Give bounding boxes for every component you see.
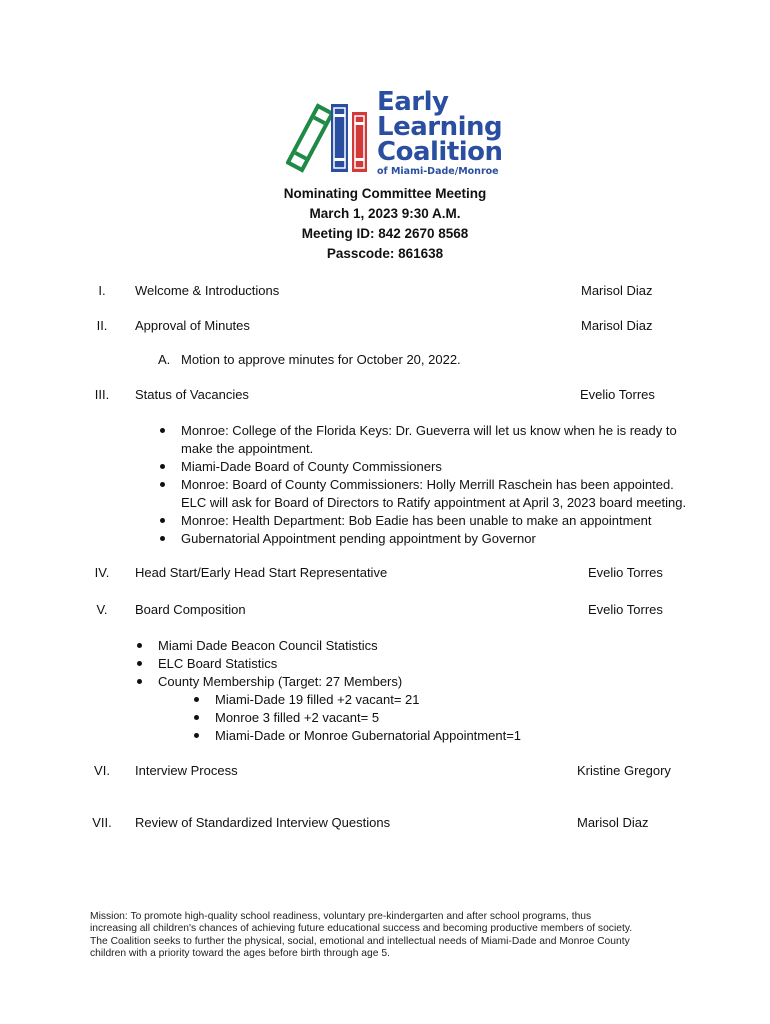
list-item: Miami Dade Beacon Council Statistics [158, 638, 378, 653]
agenda-number: V. [96, 602, 108, 617]
meeting-header [0, 184, 770, 264]
mission-statement [90, 911, 690, 960]
meeting-date: March 1, 2023 9:30 A.M. [309, 206, 461, 221]
logo-line-learning: Learning [377, 112, 503, 142]
agenda-title: Welcome & Introductions [135, 283, 280, 298]
sub-list-item: Miami-Dade or Monroe Gubernatorial Appointment=1 [215, 728, 522, 743]
agenda-number: III. [94, 387, 110, 402]
list-item: County Membership (Target: 27 Members) [158, 674, 403, 689]
bullet-icon [194, 715, 199, 720]
agenda-presenter: Marisol Diaz [581, 318, 653, 333]
list-item: Monroe: Health Department: Bob Eadie has been unable to make an appointment [181, 513, 652, 528]
bullet-icon [160, 428, 165, 433]
list-item: Monroe: Board of County Commissioners: Holly Merrill Raschein has been appointed. [181, 477, 674, 492]
bullet-icon [137, 643, 142, 648]
agenda-title: Interview Process [135, 763, 238, 778]
agenda-number: II. [96, 318, 108, 333]
agenda-number: VII. [92, 815, 112, 830]
logo-wordmark [377, 87, 503, 178]
agenda-presenter: Evelio Torres [580, 387, 655, 402]
sub-item-letter: A. [158, 352, 171, 367]
bullet-icon [194, 697, 199, 702]
agenda-presenter: Evelio Torres [588, 565, 663, 580]
bullet-icon [137, 679, 142, 684]
meeting-passcode: Passcode: 861638 [326, 246, 444, 261]
sub-list-item: Miami-Dade 19 filled +2 vacant= 21 [215, 692, 420, 707]
sub-item-text: Motion to approve minutes for October 20, 2022. [181, 352, 461, 367]
agenda-presenter: Evelio Torres [588, 602, 663, 617]
list-item-continued: ELC will ask for Board of Directors to Ratify appointment at April 3, 2023 board meeting. [181, 495, 687, 510]
meeting-id: Meeting ID: 842 2670 8568 [301, 226, 469, 241]
mission-line: increasing all children's chances of achieving future educational success and becoming productive members of society. [90, 923, 633, 935]
sub-list-item: Monroe 3 filled +2 vacant= 5 [215, 710, 380, 725]
logo-line-early: Early [377, 87, 449, 117]
agenda-title: Head Start/Early Head Start Representative [135, 565, 388, 580]
bullet-icon [160, 536, 165, 541]
bullet-icon [160, 464, 165, 469]
list-item-continued: make the appointment. [181, 441, 314, 456]
logo-subtitle: of Miami-Dade/Monroe [377, 166, 499, 177]
agenda-title: Review of Standardized Interview Questions [135, 815, 391, 830]
agenda-number: VI. [94, 763, 110, 778]
bullet-icon [160, 518, 165, 523]
bullet-icon [137, 661, 142, 666]
agenda-title: Status of Vacancies [135, 387, 249, 402]
mission-line: children with a priority toward the ages before birth through age 5. [90, 947, 390, 959]
agenda-presenter: Marisol Diaz [581, 283, 653, 298]
list-item: Gubernatorial Appointment pending appointment by Governor [181, 531, 536, 546]
agenda-presenter: Kristine Gregory [577, 763, 671, 778]
logo-line-coalition: Coalition [377, 137, 503, 167]
agenda-number: I. [98, 283, 106, 298]
list-item: Miami-Dade Board of County Commissioners [181, 459, 442, 474]
meeting-title: Nominating Committee Meeting [283, 186, 487, 201]
agenda-presenter: Marisol Diaz [577, 815, 649, 830]
agenda-title: Approval of Minutes [135, 318, 250, 333]
agenda-title: Board Composition [135, 602, 246, 617]
agenda-number: IV. [94, 565, 110, 580]
bullet-icon [194, 733, 199, 738]
list-item: ELC Board Statistics [158, 656, 278, 671]
bullet-icon [160, 482, 165, 487]
mission-line: The Coalition seeks to further the physical, social, emotional and intellectual needs of Miami-Dade and Monroe County [90, 935, 630, 947]
mission-line: Mission: To promote high-quality school readiness, voluntary pre-kindergarten and after school programs, thus [90, 911, 592, 922]
list-item: Monroe: College of the Florida Keys: Dr. Gueverra will let us know when he is ready to [181, 423, 677, 438]
